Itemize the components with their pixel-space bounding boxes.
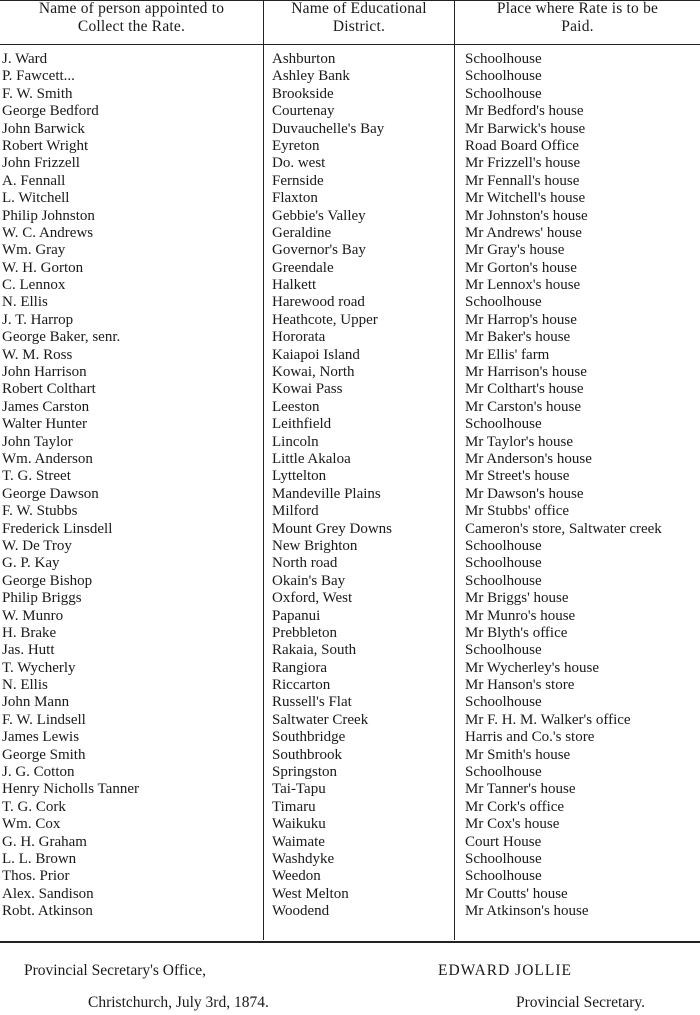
- payment-place: Mr Street's house: [465, 468, 570, 485]
- payment-place: Mr Harrop's house: [465, 311, 577, 328]
- payment-place: Schoolhouse: [465, 294, 542, 311]
- payment-place: Mr Taylor's house: [465, 433, 574, 450]
- payment-place: Mr Coutts' house: [465, 885, 568, 902]
- district-name: Riccarton: [272, 677, 331, 694]
- collector-name: J. T. Harrop: [2, 311, 74, 328]
- table-row: [0, 416, 700, 433]
- payment-place: Road Board Office: [465, 137, 579, 154]
- collector-name: J. G. Cotton: [2, 764, 75, 781]
- collector-name: W. M. Ross: [2, 346, 73, 363]
- table-row: [0, 677, 700, 694]
- district-name: Waikuku: [272, 816, 326, 833]
- collector-name: George Smith: [2, 746, 86, 763]
- district-name: Leithfield: [272, 416, 332, 433]
- collector-name: Frederick Linsdell: [2, 520, 113, 537]
- signatory-title: Provincial Secretary.: [516, 994, 645, 1011]
- collector-name: F. W. Stubbs: [2, 503, 78, 520]
- table-row: [0, 225, 700, 242]
- district-name: Milford: [272, 503, 319, 520]
- collector-name: J. Ward: [2, 51, 48, 67]
- table-row: [0, 155, 700, 172]
- table-row: [0, 660, 700, 677]
- collector-name: John Taylor: [2, 433, 73, 450]
- footer-rule: [0, 941, 700, 943]
- payment-place: Schoolhouse: [465, 850, 542, 867]
- district-name: Southbridge: [272, 729, 346, 746]
- header-payment-place: [455, 0, 700, 42]
- table-row: [0, 799, 700, 816]
- table-row: [0, 364, 700, 381]
- district-name: Brookside: [272, 85, 334, 102]
- table-row: [0, 242, 700, 259]
- district-name: Halkett: [272, 277, 317, 294]
- payment-place: Mr Carston's house: [465, 398, 582, 415]
- header-district: [264, 0, 454, 42]
- payment-place: Schoolhouse: [465, 51, 542, 67]
- collector-name: James Carston: [2, 398, 90, 415]
- header-line: Collect the Rate.: [77, 17, 186, 35]
- district-name: Weedon: [272, 868, 321, 885]
- collector-name: W. C. Andrews: [2, 224, 94, 241]
- payment-place: Mr Tanner's house: [465, 781, 576, 798]
- district-name: Heathcote, Upper: [272, 311, 378, 328]
- table-row: [0, 764, 700, 781]
- collector-name: Henry Nicholls Tanner: [2, 781, 139, 798]
- table-row: [0, 712, 700, 729]
- district-name: Washdyke: [272, 850, 335, 867]
- collector-name: W. Munro: [2, 607, 64, 624]
- table-row: [0, 538, 700, 555]
- district-name: North road: [272, 555, 338, 572]
- payment-place: Mr Hanson's store: [465, 677, 575, 694]
- district-name: Little Akaloa: [272, 450, 351, 467]
- district-name: Woodend: [272, 903, 330, 920]
- payment-place: Schoolhouse: [465, 68, 542, 85]
- payment-place: Mr Bedford's house: [465, 103, 584, 120]
- payment-place: Mr Smith's house: [465, 746, 571, 763]
- collector-name: N. Ellis: [2, 294, 48, 311]
- payment-place: Schoolhouse: [465, 555, 542, 572]
- district-name: Harewood road: [272, 294, 365, 311]
- collector-name: L. L. Brown: [2, 850, 77, 867]
- district-name: Rangiora: [272, 659, 327, 676]
- table-row: [0, 781, 700, 798]
- office-line: Provincial Secretary's Office,: [24, 962, 206, 979]
- table-row: [0, 590, 700, 607]
- district-name: Southbrook: [272, 746, 343, 763]
- collector-name: Thos. Prior: [2, 868, 70, 885]
- table-row: [0, 573, 700, 590]
- payment-place: Mr Witchell's house: [465, 190, 586, 207]
- district-name: Oxford, West: [272, 590, 353, 607]
- table-row: [0, 190, 700, 207]
- district-name: Okain's Bay: [272, 572, 346, 589]
- district-name: Governor's Bay: [272, 242, 366, 259]
- collector-name: G. P. Kay: [2, 555, 60, 572]
- payment-place: Court House: [465, 833, 542, 850]
- district-name: West Melton: [272, 885, 349, 902]
- table-row: [0, 468, 700, 485]
- payment-place: Mr Wycherley's house: [465, 659, 599, 676]
- district-name: Lyttelton: [272, 468, 327, 485]
- district-name: Papanui: [272, 607, 321, 624]
- collector-name: George Dawson: [2, 485, 99, 502]
- payment-place: Mr Cork's office: [465, 798, 565, 815]
- district-name: Duvauchelle's Bay: [272, 120, 385, 137]
- district-name: Kowai Pass: [272, 381, 343, 398]
- table-row: [0, 834, 700, 851]
- table-row: [0, 747, 700, 764]
- district-name: Hororata: [272, 329, 326, 346]
- collector-name: John Mann: [2, 694, 70, 711]
- table-row: [0, 138, 700, 155]
- collector-name: L. Witchell: [2, 190, 70, 207]
- payment-place: Schoolhouse: [465, 694, 542, 711]
- payment-place: Mr Briggs' house: [465, 590, 569, 607]
- table-row: [0, 312, 700, 329]
- collector-name: G. H. Graham: [2, 833, 87, 850]
- table-row: [0, 277, 700, 294]
- signatory-name: EDWARD JOLLIE: [438, 962, 572, 979]
- collector-name: George Baker, senr.: [2, 329, 121, 346]
- collector-name: W. De Troy: [2, 537, 72, 554]
- payment-place: Mr Ellis' farm: [465, 346, 550, 363]
- collector-name: Walter Hunter: [2, 416, 88, 433]
- collector-name: W. H. Gorton: [2, 259, 84, 276]
- collector-name: James Lewis: [2, 729, 80, 746]
- collector-name: P. Fawcett...: [2, 68, 75, 85]
- header-line: Name of Educational: [291, 0, 427, 17]
- table-row: [0, 208, 700, 225]
- district-name: Prebbleton: [272, 624, 337, 641]
- payment-place: Mr Baker's house: [465, 329, 571, 346]
- table-row: [0, 694, 700, 711]
- table-row: [0, 451, 700, 468]
- header-line: Paid.: [561, 17, 594, 35]
- payment-place: Mr Fennall's house: [465, 172, 580, 189]
- collector-name: Robert Wright: [2, 137, 89, 154]
- table-row: [0, 816, 700, 833]
- table-row: [0, 868, 700, 885]
- table-row: [0, 51, 700, 68]
- district-name: Kowai, North: [272, 364, 355, 381]
- collector-name: C. Lennox: [2, 277, 66, 294]
- collector-name: John Barwick: [2, 120, 85, 137]
- table-row: [0, 608, 700, 625]
- collector-name: T. G. Cork: [2, 798, 66, 815]
- district-name: Russell's Flat: [272, 694, 352, 711]
- table-row: [0, 103, 700, 120]
- district-name: Ashburton: [272, 51, 336, 67]
- collector-name: Philip Johnston: [2, 207, 95, 224]
- payment-place: Schoolhouse: [465, 85, 542, 102]
- payment-place: Mr Barwick's house: [465, 120, 586, 137]
- table-row: [0, 555, 700, 572]
- payment-place: Mr Cox's house: [465, 816, 560, 833]
- payment-place: Mr Munro's house: [465, 607, 576, 624]
- district-name: Leeston: [272, 398, 320, 415]
- payment-place: Mr Blyth's office: [465, 624, 568, 641]
- table-row: [0, 86, 700, 103]
- table-row: [0, 399, 700, 416]
- header-collector-name: [0, 0, 263, 42]
- header-rule: [0, 44, 700, 45]
- district-name: Flaxton: [272, 190, 318, 207]
- payment-place: Mr F. H. M. Walker's office: [465, 711, 631, 728]
- table-row: [0, 903, 700, 920]
- table-row: [0, 173, 700, 190]
- payment-place: Mr Anderson's house: [465, 450, 592, 467]
- payment-place: Harris and Co.'s store: [465, 729, 595, 746]
- payment-place: Mr Lennox's house: [465, 277, 581, 294]
- district-name: Fernside: [272, 172, 324, 189]
- table-row: [0, 294, 700, 311]
- district-name: Springston: [272, 764, 338, 781]
- table-row: [0, 521, 700, 538]
- table-row: [0, 434, 700, 451]
- payment-place: Cameron's store, Saltwater creek: [465, 520, 662, 537]
- collector-name: T. G. Street: [2, 468, 71, 485]
- collector-name: Wm. Gray: [2, 242, 66, 259]
- collector-name: John Frizzell: [2, 155, 80, 172]
- payment-place: Mr Atkinson's house: [465, 903, 589, 920]
- table-row: [0, 260, 700, 277]
- table-row: [0, 851, 700, 868]
- collector-name: Wm. Cox: [2, 816, 61, 833]
- collector-name: Jas. Hutt: [2, 642, 55, 659]
- payment-place: Schoolhouse: [465, 868, 542, 885]
- district-name: Gebbie's Valley: [272, 207, 366, 224]
- collector-name: F. W. Lindsell: [2, 711, 86, 728]
- payment-place: Mr Stubbs' office: [465, 503, 570, 520]
- table-row: [0, 381, 700, 398]
- district-name: Kaiapoi Island: [272, 346, 360, 363]
- district-name: Do. west: [272, 155, 326, 172]
- collector-name: Philip Briggs: [2, 590, 82, 607]
- district-name: Mandeville Plains: [272, 485, 381, 502]
- district-name: Ashley Bank: [272, 68, 350, 85]
- district-name: Greendale: [272, 259, 334, 276]
- district-name: Timaru: [272, 798, 316, 815]
- payment-place: Schoolhouse: [465, 642, 542, 659]
- collector-name: F. W. Smith: [2, 85, 73, 102]
- header-line: Name of person appointed to: [38, 0, 225, 17]
- payment-place: Mr Frizzell's house: [465, 155, 581, 172]
- collector-name: T. Wycherly: [2, 659, 76, 676]
- collector-name: Robert Colthart: [2, 381, 96, 398]
- table-row: [0, 121, 700, 138]
- payment-place: Mr Johnston's house: [465, 207, 588, 224]
- place-date-line: Christchurch, July 3rd, 1874.: [88, 994, 269, 1011]
- table-row: [0, 503, 700, 520]
- district-name: Geraldine: [272, 224, 332, 241]
- payment-place: Mr Harrison's house: [465, 364, 587, 381]
- collector-name: H. Brake: [2, 624, 57, 641]
- table-row: [0, 329, 700, 346]
- header-line: Place where Rate is to be: [496, 0, 659, 17]
- district-name: Rakaia, South: [272, 642, 357, 659]
- table-row: [0, 886, 700, 903]
- district-name: Waimate: [272, 833, 325, 850]
- payment-place: Mr Dawson's house: [465, 485, 584, 502]
- payment-place: Schoolhouse: [465, 764, 542, 781]
- collector-name: Wm. Anderson: [2, 450, 93, 467]
- table-row: [0, 347, 700, 364]
- table-row: [0, 625, 700, 642]
- district-name: Courtenay: [272, 103, 335, 120]
- payment-place: Mr Andrews' house: [465, 224, 582, 241]
- district-name: Tai-Tapu: [272, 781, 326, 798]
- payment-place: Mr Gorton's house: [465, 259, 577, 276]
- collector-name: A. Fennall: [2, 172, 66, 189]
- district-name: Mount Grey Downs: [272, 520, 392, 537]
- collector-name: George Bedford: [2, 103, 99, 120]
- header-line: District.: [332, 17, 386, 35]
- collector-name: N. Ellis: [2, 677, 48, 694]
- district-name: Lincoln: [272, 433, 319, 450]
- district-name: Eyreton: [272, 137, 320, 154]
- payment-place: Schoolhouse: [465, 537, 542, 554]
- payment-place: Schoolhouse: [465, 416, 542, 433]
- collector-name: George Bishop: [2, 572, 93, 589]
- district-name: Saltwater Creek: [272, 711, 369, 728]
- table-row: [0, 642, 700, 659]
- collector-name: Alex. Sandison: [2, 885, 94, 902]
- payment-place: Schoolhouse: [465, 572, 542, 589]
- table-body: [0, 51, 700, 921]
- table-row: [0, 68, 700, 85]
- table-row: [0, 729, 700, 746]
- collector-name: John Harrison: [2, 364, 87, 381]
- district-name: New Brighton: [272, 537, 358, 554]
- payment-place: Mr Gray's house: [465, 242, 565, 259]
- payment-place: Mr Colthart's house: [465, 381, 584, 398]
- collector-name: Robt. Atkinson: [2, 903, 93, 920]
- table-row: [0, 486, 700, 503]
